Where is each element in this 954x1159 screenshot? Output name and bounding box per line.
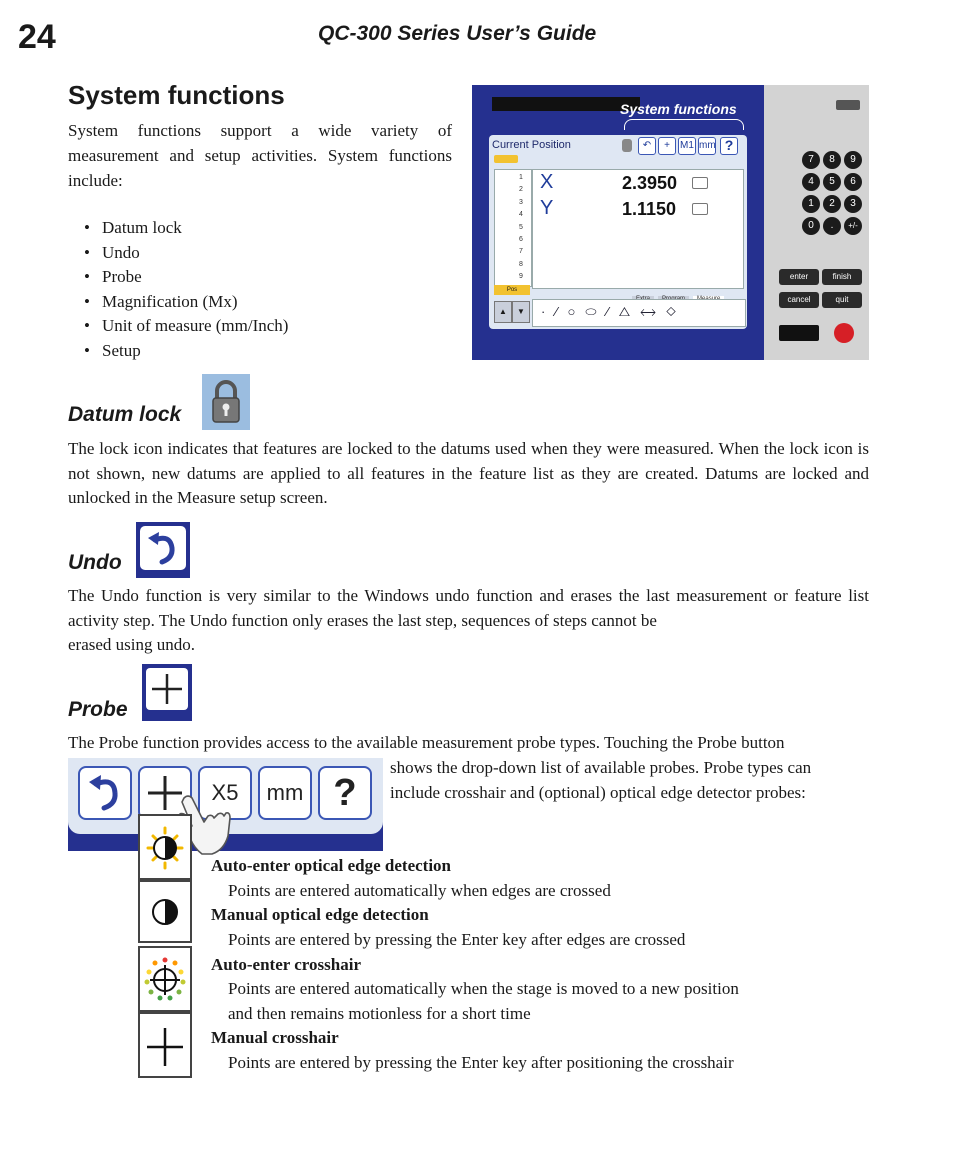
key-decimal[interactable]: .: [823, 217, 841, 235]
undo-heading: Undo: [68, 551, 122, 574]
function-list: [84, 216, 288, 364]
device-tabs: [632, 287, 742, 297]
lock-icon: [202, 374, 250, 430]
probe-option-auto-crosshair[interactable]: [138, 946, 192, 1012]
undo-icon[interactable]: [78, 766, 132, 820]
datum-lock-heading: Datum lock: [68, 403, 182, 426]
list-item: • Unit of measure (mm/Inch): [84, 314, 288, 339]
cancel-key[interactable]: cancel: [779, 292, 819, 308]
key-plus-minus[interactable]: +/-: [844, 217, 862, 235]
auto-edge-detect-icon: [140, 816, 190, 878]
measure-icons[interactable]: ·∕○⬭⁄△⟷◇: [541, 304, 687, 319]
auto-edge-description: Points are entered automatically when edges are crossed: [228, 881, 611, 900]
pos-badge: Pos: [494, 285, 530, 295]
system-functions-callout: System functions: [620, 101, 737, 117]
key-1[interactable]: 1: [802, 195, 820, 213]
section-title: System functions: [68, 80, 285, 110]
units-button[interactable]: mm: [698, 137, 716, 155]
key-6[interactable]: 6: [844, 173, 862, 191]
enter-key[interactable]: enter: [779, 269, 819, 285]
x-axis-value: 2.3950: [622, 173, 678, 193]
running-header: QC-300 Series User’s Guide: [318, 22, 597, 45]
list-item: • Probe: [84, 265, 288, 290]
auto-edge-title: Auto-enter optical edge detection: [211, 856, 451, 875]
key-3[interactable]: 3: [844, 195, 862, 213]
quit-key[interactable]: quit: [822, 292, 862, 308]
manual-edge-detect-icon: [140, 882, 190, 941]
x-zero-button[interactable]: [692, 177, 708, 189]
key-9[interactable]: 9: [844, 151, 862, 169]
probe-heading: Probe: [68, 698, 128, 721]
manual-crosshair-title: Manual crosshair: [211, 1028, 339, 1047]
auto-crosshair-description-1: Points are entered automatically when the stage is moved to a new position: [228, 979, 739, 998]
probe-option-manual-crosshair[interactable]: [138, 1012, 192, 1078]
list-item: • Setup: [84, 339, 288, 364]
key-4[interactable]: 4: [802, 173, 820, 191]
auto-crosshair-icon: [140, 948, 190, 1010]
manual-edge-description: Points are entered by pressing the Enter key after edges are crossed: [228, 930, 686, 949]
key-0[interactable]: 0: [802, 217, 820, 235]
manual-crosshair-description: Points are entered by pressing the Enter key after positioning the crosshair: [228, 1053, 734, 1072]
current-position-label: Current Position: [492, 139, 571, 151]
manual-crosshair-icon: [140, 1014, 190, 1076]
list-item: • Datum lock: [84, 216, 288, 241]
intro-paragraph: System functions support a wide variety of measurement and setup activities. System functions include:: [68, 121, 452, 190]
key-7[interactable]: 7: [802, 151, 820, 169]
abs-badge: [494, 155, 518, 163]
power-button[interactable]: [834, 323, 854, 343]
undo-icon[interactable]: ↶: [638, 137, 656, 155]
probe-paragraph-2: shows the drop-down list of available probes. Probe types can: [390, 758, 812, 777]
feature-list: [494, 169, 532, 287]
toolbar-edge: [68, 848, 138, 851]
units-button[interactable]: mm: [258, 766, 312, 820]
probe-paragraph-3: include crosshair and (optional) optical edge detector probes:: [390, 783, 806, 802]
help-button[interactable]: ?: [720, 137, 738, 155]
list-item: • Undo: [84, 241, 288, 266]
key-8[interactable]: 8: [823, 151, 841, 169]
list-item: • Magnification (Mx): [84, 290, 288, 315]
auto-crosshair-title: Auto-enter crosshair: [211, 955, 361, 974]
undo-icon: [136, 522, 190, 578]
y-axis-label: Y: [540, 197, 554, 219]
scroll-down-button[interactable]: ▼: [512, 301, 530, 323]
auto-crosshair-description-2: and then remains motionless for a short time: [228, 1004, 531, 1023]
feature-numbers: 1 2 3 4 5 6 7 8 9: [519, 174, 523, 281]
help-button[interactable]: ?: [318, 766, 372, 820]
undo-paragraph-2: erased using undo.: [68, 635, 196, 654]
undo-paragraph-1: The Undo function is very similar to the Windows undo function and erases the last measurement or feature list activity step. The Undo function only erases the last step, sequences of steps cannot be: [68, 586, 869, 630]
measure-toolbar: [532, 299, 746, 327]
display-window: [779, 325, 819, 341]
datum-lock-paragraph: The lock icon indicates that features are locked to the datums used when they were measured. When the lock icon is not shown, new datums are applied to all features in the feature list as they are created. Datums are locked and unlocked in the Measure setup screen.: [68, 439, 869, 508]
probe-icon: [142, 664, 192, 721]
device-display-bar: [492, 97, 640, 111]
finish-key[interactable]: finish: [822, 269, 862, 285]
y-axis-value: 1.1150: [622, 199, 677, 219]
probe-option-auto-edge[interactable]: [138, 814, 192, 880]
key-2[interactable]: 2: [823, 195, 841, 213]
magnification-button[interactable]: X5: [198, 766, 252, 820]
probe-icon[interactable]: +: [658, 137, 676, 155]
manual-edge-title: Manual optical edge detection: [211, 905, 429, 924]
scroll-up-button[interactable]: ▲: [494, 301, 512, 323]
callout-brace: [624, 119, 744, 130]
page-number: 24: [18, 18, 56, 56]
probe-option-manual-edge[interactable]: [138, 880, 192, 943]
lock-icon: [622, 139, 632, 152]
magnification-button[interactable]: M1: [678, 137, 696, 155]
probe-paragraph-1: The Probe function provides access to the available measurement probe types. Touching the Probe button: [68, 733, 785, 752]
device-screenshot: [472, 85, 869, 360]
battery-icon: [836, 100, 860, 110]
key-5[interactable]: 5: [823, 173, 841, 191]
x-axis-label: X: [540, 171, 554, 193]
y-zero-button[interactable]: [692, 203, 708, 215]
